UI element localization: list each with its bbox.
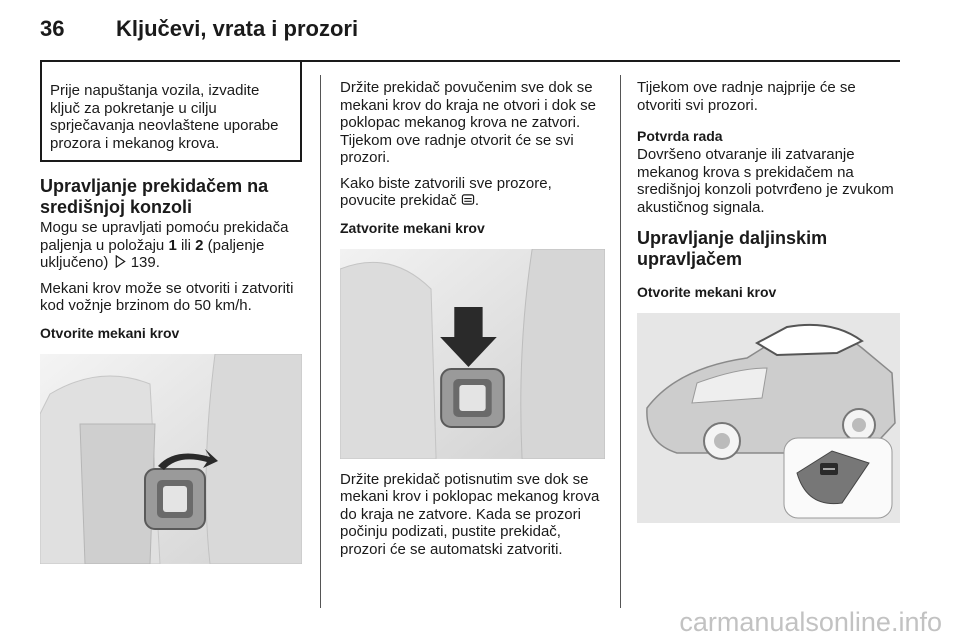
subheading-close-roof: Zatvorite mekani krov — [340, 219, 485, 236]
paragraph-close-windows — [340, 175, 605, 210]
ignition-position-1: 1 — [168, 236, 177, 254]
paragraph-close-windows-text: Kako biste zatvorili sve prozore, povucite prekidač — [340, 174, 552, 209]
figure-car-and-remote-key — [637, 313, 900, 523]
section-heading-console-switch: Upravljanje prekidačem na središnjoj konzoli — [40, 176, 269, 217]
paragraph-close-roof-hold: Držite prekidač potisnutim sve dok se mekani krov i poklopac mekanog krova do kraja ne zatvore. Kada se prozori počinju podizati, pustite prekidač, prozori će se automatski zatvoriti. — [340, 470, 600, 558]
page-header-title: Ključevi, vrata i prozori — [116, 16, 359, 41]
subheading-open-roof-console: Otvorite mekani krov — [40, 324, 180, 341]
column-divider-2 — [620, 75, 621, 608]
subheading-open-roof-remote: Otvorite mekani krov — [637, 284, 777, 300]
section-heading-remote-control: Upravljanje daljinskim upravljačem — [637, 228, 828, 269]
warning-note-text: Prije napuštanja vozila, izvadite ključ za pokretanje u cilju sprječavanja neovlaštene uporabe prozora i mekanog krova. — [50, 82, 279, 152]
figure-console-switch-close — [340, 249, 605, 459]
paragraph-ignition-part-a: Mogu se upravljati pomoću prekidača paljenja u položaju — [40, 219, 289, 254]
paragraph-acoustic-signal: Dovršeno otvaranje ili zatvaranje mekanog krova s prekidačem na središnjoj konzoli potvrđeno je zvukom akustičnog signala. — [637, 146, 894, 216]
window-switch-icon — [461, 193, 475, 206]
paragraph-speed-limit: Mekani krov može se otvoriti i zatvoriti kod vožnje brzinom do 50 km/h. — [40, 279, 294, 314]
figure-console-switch-open — [40, 354, 302, 564]
column-2 — [340, 79, 605, 566]
column-1 — [40, 62, 302, 564]
column-divider-1 — [320, 75, 321, 608]
paragraph-windows-first: Tijekom ove radnje najprije će se otvoriti svi prozori. — [637, 79, 856, 114]
warning-note-box — [40, 62, 302, 162]
page-number: 36 — [40, 16, 65, 41]
watermark-text: carmanualsonline.info — [679, 607, 942, 637]
paragraph-ignition — [40, 219, 302, 272]
page-reference-link[interactable]: 139. — [130, 254, 160, 271]
paragraph-open-roof-hold: Držite prekidač povučenim sve dok se mekani krov do kraja ne otvori i dok se poklopac mekanog krova ne zatvori. Tijekom ove radnje otvorit će se svi prozori. — [340, 79, 596, 166]
ignition-position-2: 2 — [195, 236, 204, 254]
paragraph-ignition-part-c: (paljenje uključeno) — [40, 236, 265, 271]
paragraph-ignition-or: ili — [176, 236, 196, 254]
subheading-operation-confirmation: Potvrda rada — [637, 128, 723, 144]
triangle-reference-icon — [113, 255, 127, 268]
column-3 — [637, 79, 900, 523]
paragraph-close-windows-end: . — [474, 192, 480, 209]
